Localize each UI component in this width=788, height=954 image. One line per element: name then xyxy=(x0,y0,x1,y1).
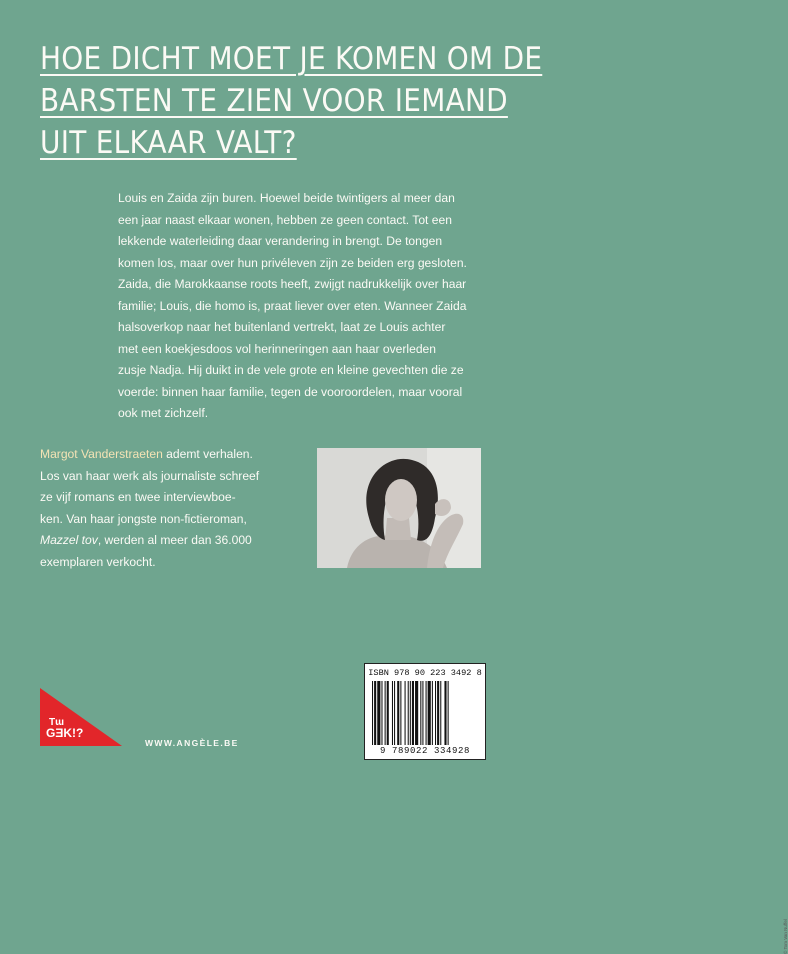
author-bio-line xyxy=(40,530,302,552)
author-bio-line: exemplaren verkocht. xyxy=(40,554,156,569)
synopsis-line: ook met zichzelf. xyxy=(118,406,209,420)
headline xyxy=(40,38,543,164)
isbn-barcode xyxy=(364,663,486,760)
headline-line: BARSTEN TE ZIEN VOOR IEMAND xyxy=(40,83,508,119)
synopsis-line: Zaida, die Marokkaanse roots heeft, zwijgt nadrukkelijk over haar xyxy=(118,277,467,291)
synopsis-line: halsoverkop naar het buitenland vertrekt, laat ze Louis achter xyxy=(118,320,446,334)
isbn-label: ISBN 978 90 223 3492 8 xyxy=(368,668,482,678)
headline-line: HOE DICHT MOET JE KOMEN OM DE xyxy=(40,41,543,77)
book-title: Mazzel tov xyxy=(40,533,98,547)
author-name: Margot Vanderstraeten xyxy=(40,447,163,461)
author-bio-line: ze vijf romans en twee interviewboe- xyxy=(40,490,236,504)
author-bio-line: Los van haar werk als journaliste schreef xyxy=(40,468,260,483)
publisher-logo xyxy=(40,688,122,746)
headline-line: UIT ELKAAR VALT? xyxy=(40,125,297,161)
author-bio-text: , werden al meer dan 36.000 xyxy=(97,533,252,547)
author-bio-text: ademt verhalen. xyxy=(162,447,253,461)
synopsis-line: zusje Nadja. Hij duikt in de vele grote en kleine gevechten die ze xyxy=(118,363,464,377)
photo-credit: © Tom Van Nuffel xyxy=(783,919,788,954)
publisher-url: WWW.ANGÈLE.BE xyxy=(145,738,239,748)
synopsis-line: familie; Louis, die homo is, praat liever over eten. Wanneer Zaida xyxy=(118,298,467,313)
synopsis-line: komen los, maar over hun privéleven zijn ze beiden erg gesloten. xyxy=(118,255,467,270)
author-portrait-image xyxy=(317,448,481,568)
author-bio-line: ken. Van haar jongste non-fictieroman, xyxy=(40,511,247,526)
synopsis-line: Louis en Zaida zijn buren. Hoewel beide twintigers al meer dan xyxy=(118,191,455,205)
synopsis xyxy=(118,188,490,425)
barcode-digits: 9 789022 334928 xyxy=(379,746,470,756)
synopsis-line: voerde: binnen haar familie, tegen de vooroordelen, maar vooral xyxy=(118,384,463,399)
synopsis-line: een jaar naast elkaar wonen, hebben ze geen contact. Tot een xyxy=(118,212,452,227)
publisher-logo-icon xyxy=(40,688,122,746)
author-bio xyxy=(40,444,302,573)
synopsis-line: lekkende waterleiding daar verandering in brengt. De tongen xyxy=(118,234,443,248)
synopsis-line: met een koekjesdoos vol herinneringen aan haar overleden xyxy=(118,341,437,356)
svg-text:Tɯ: Tɯ xyxy=(49,717,64,728)
svg-text:GƎK!?: GƎK!? xyxy=(46,726,84,740)
barcode-bars xyxy=(370,681,482,745)
author-bio-line xyxy=(40,444,302,466)
